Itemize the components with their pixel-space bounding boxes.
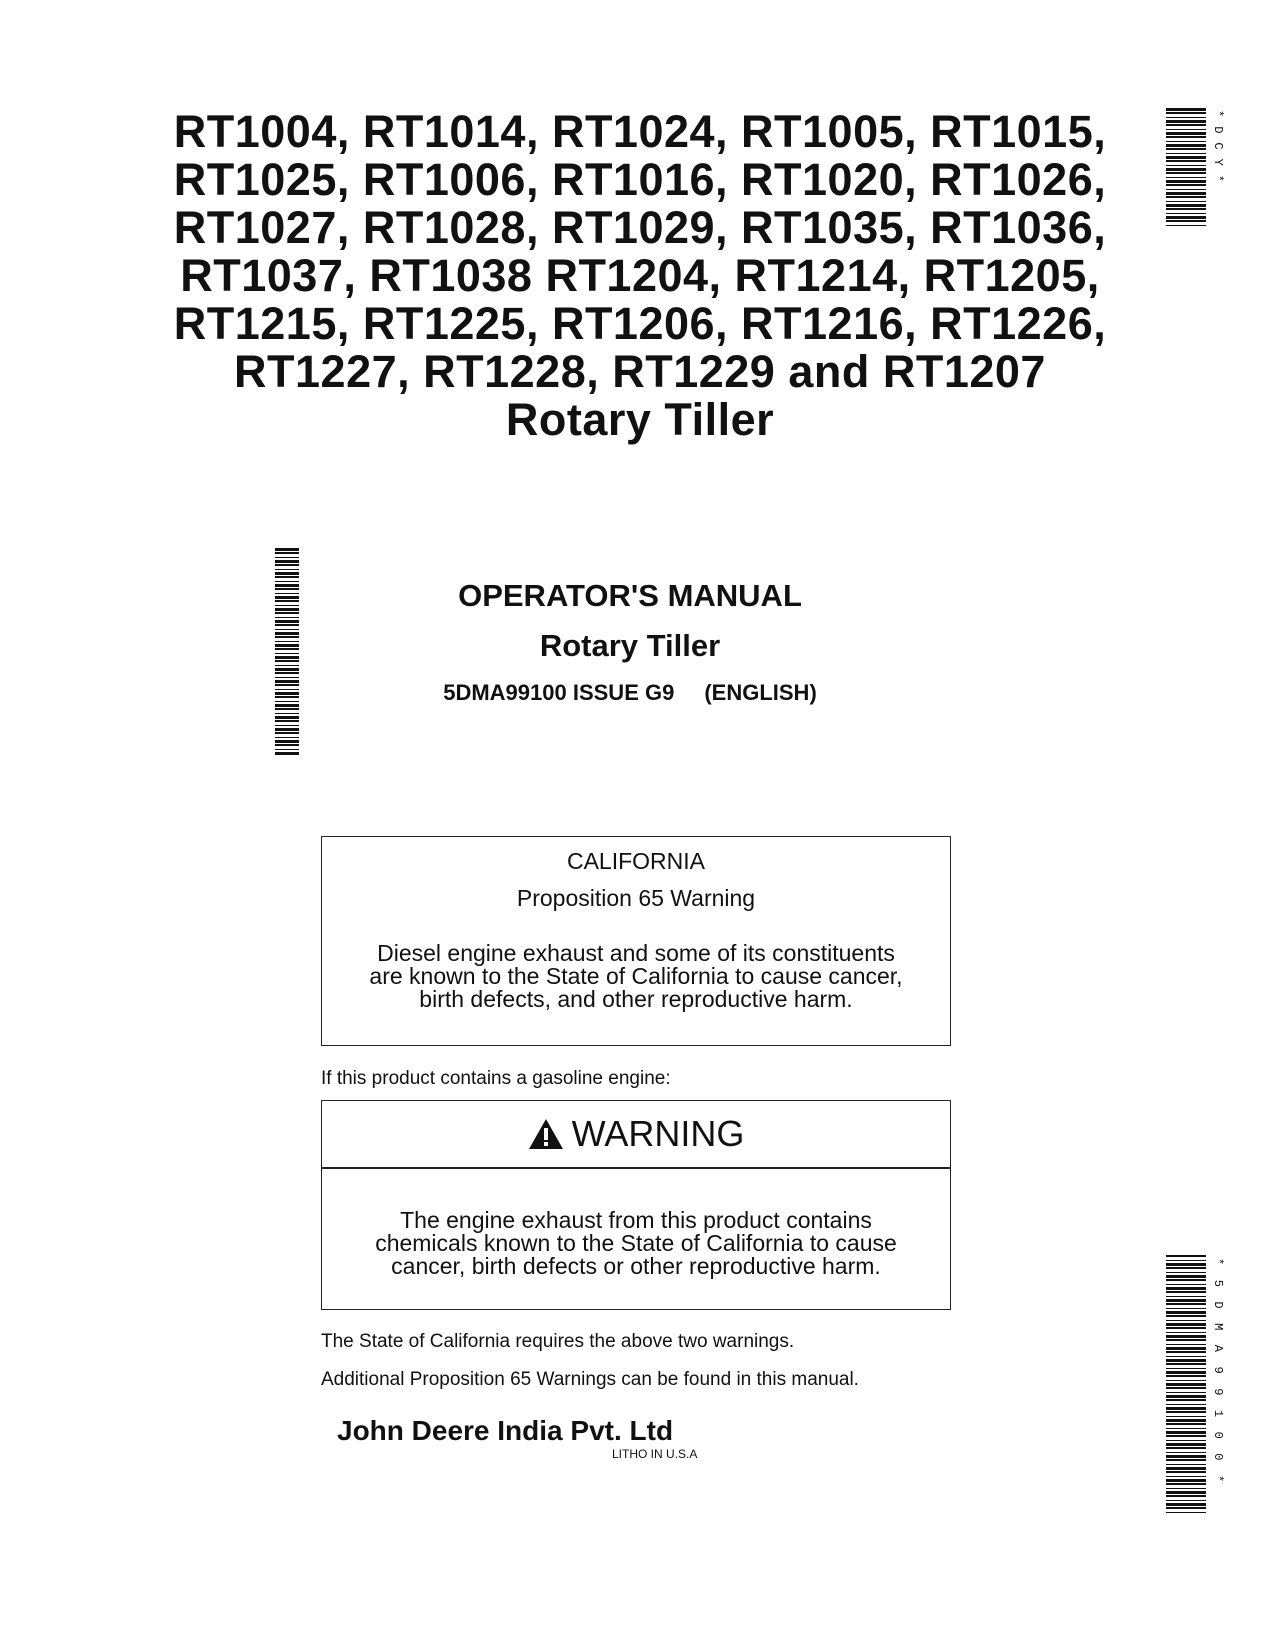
model-list-line-2: RT1025, RT1006, RT1016, RT1020, RT1026, — [173, 154, 1107, 205]
gasoline-warning-box — [321, 1100, 951, 1310]
additional-warnings-note: Additional Proposition 65 Warnings can be found in this manual. — [321, 1369, 859, 1390]
california-text-line: are known to the State of California to cause cancer, — [369, 963, 903, 989]
product-name: Rotary Tiller — [505, 394, 775, 445]
manual-title: OPERATOR'S MANUAL — [458, 578, 802, 613]
warning-triangle-icon — [528, 1118, 564, 1150]
warning-text-line: cancer, birth defects or other reproductive harm. — [391, 1253, 881, 1279]
manual-issue — [400, 680, 860, 706]
top-right-barcode — [1166, 108, 1206, 226]
bottom-right-barcode-text: *5DMA99100* — [1211, 1258, 1225, 1497]
manual-header — [400, 578, 860, 706]
model-list-line-3: RT1027, RT1028, RT1029, RT1035, RT1036, — [173, 202, 1107, 253]
gasoline-note: If this product contains a gasoline engine: — [321, 1068, 671, 1089]
manual-language: (ENGLISH) — [704, 680, 817, 705]
required-warnings-note: The State of California requires the above two warnings. — [321, 1331, 795, 1352]
document-title — [110, 108, 1170, 444]
california-warning-text — [322, 942, 950, 1011]
proposition-65-heading: Proposition 65 Warning — [516, 885, 756, 911]
california-text-line: Diesel engine exhaust and some of its constituents — [377, 940, 895, 966]
warning-text — [322, 1209, 950, 1278]
litho-note: LITHO IN U.S.A — [612, 1447, 698, 1461]
model-list-line-6: RT1227, RT1228, RT1229 and RT1207 — [234, 346, 1046, 397]
bottom-right-barcode — [1166, 1255, 1206, 1513]
california-text-line: birth defects, and other reproductive harm. — [419, 986, 853, 1012]
warning-header — [322, 1101, 950, 1169]
warning-label: WARNING — [571, 1113, 745, 1154]
left-barcode — [275, 548, 299, 756]
california-heading: CALIFORNIA — [566, 848, 706, 874]
california-warning-box — [321, 836, 951, 1046]
warning-text-line: The engine exhaust from this product contains — [400, 1207, 872, 1233]
top-right-barcode-text: *DCY* — [1211, 110, 1225, 192]
model-list-line-4: RT1037, RT1038 RT1204, RT1214, RT1205, — [180, 250, 1100, 301]
publisher-name: John Deere India Pvt. Ltd — [337, 1415, 674, 1446]
warning-text-line: chemicals known to the State of California to cause — [375, 1230, 897, 1256]
model-list-line-1: RT1004, RT1014, RT1024, RT1005, RT1015, — [173, 106, 1107, 157]
manual-subtitle: Rotary Tiller — [539, 628, 721, 663]
model-list-line-5: RT1215, RT1225, RT1206, RT1216, RT1226, — [173, 298, 1107, 349]
manual-number: 5DMA99100 ISSUE G9 — [443, 680, 675, 705]
